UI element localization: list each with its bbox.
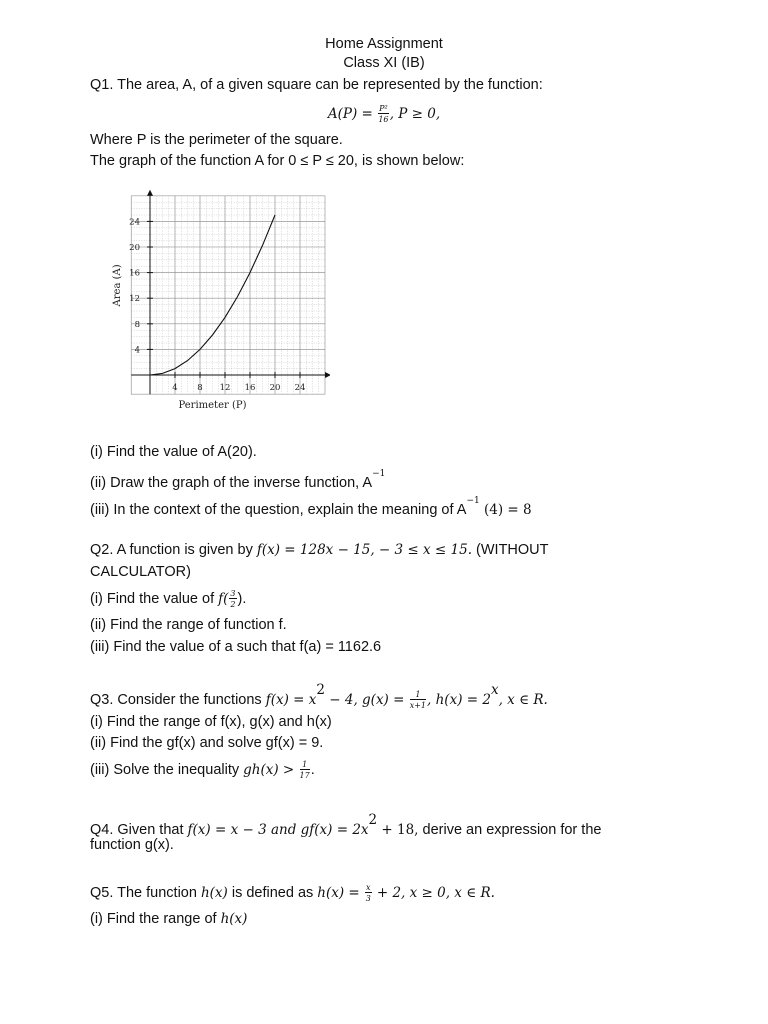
q5-h2: h(x) =	[317, 884, 365, 901]
q1-part-1: (i) Find the value of A(20).	[90, 444, 257, 460]
q2-part-1-post: ).	[237, 590, 247, 607]
x-axis-label: Perimeter (P)	[178, 400, 247, 411]
q3-part-3-num: 1	[300, 760, 310, 770]
q1-fraction	[378, 104, 389, 124]
x-tick-label: 20	[269, 383, 281, 393]
q1-where: Where P is the perimeter of the square.	[90, 132, 343, 148]
q5-h1: h(x)	[200, 884, 228, 901]
area-perimeter-graph	[95, 185, 330, 420]
q2-line-1-post: (WITHOUT	[472, 542, 549, 558]
q3-f-sup: 2	[316, 682, 325, 698]
q2-part-1-pre: (i) Find the value of	[90, 590, 219, 607]
q2-fraction	[229, 589, 236, 609]
q1-formula-rhs: , P ≥ 0,	[389, 105, 441, 122]
q5-mid: is defined as	[227, 884, 318, 901]
q4-line-1-pre: Q4. Given that	[90, 821, 188, 838]
q1-part-2	[90, 470, 385, 492]
q5-tail: + 2, x ≥ 0, x ∈ R.	[372, 884, 495, 901]
x-axis-arrow	[325, 372, 330, 378]
q1-part-3-text: (iii) In the context of the question, explain the meaning of A	[90, 501, 467, 518]
class-line: Class XI (IB)	[343, 55, 425, 71]
q4-line-2: function g(x).	[90, 837, 174, 853]
q1-frac-num: P²	[379, 104, 388, 113]
q3-h-sup: x	[490, 682, 499, 698]
q3-h-tail: , x ∈ R.	[498, 691, 548, 708]
q3-part-2: (ii) Find the gf(x) and solve gf(x) = 9.	[90, 735, 324, 751]
q2-frac-den: 2	[230, 600, 236, 609]
q3-f-tail: − 4, g(x) =	[324, 691, 409, 708]
x-tick-label: 24	[294, 383, 306, 393]
q1-part-3	[90, 497, 532, 519]
y-axis-arrow	[147, 190, 153, 196]
q1-part-3-sup: −1	[466, 496, 480, 506]
y-axis-label: Area (A)	[112, 264, 123, 307]
q5-frac-num: x	[366, 883, 371, 892]
q2-part-3: (iii) Find the value of a such that f(a) = 1162.6	[90, 639, 382, 655]
q3-part-1: (i) Find the range of f(x), g(x) and h(x)	[90, 714, 332, 730]
q3-part-3-fraction	[300, 760, 310, 780]
x-tick-label: 8	[197, 383, 203, 393]
q5-part-1-pre: (i) Find the range of	[90, 911, 221, 927]
assignment-title: Home Assignment	[325, 36, 443, 52]
q3-g-fraction	[410, 690, 426, 710]
q3-g-num: 1	[410, 690, 426, 700]
q3-part-3-post: .	[310, 761, 315, 778]
x-tick-label: 12	[219, 383, 231, 393]
y-tick-label: 20	[129, 243, 140, 253]
q5-part-1-math: h(x)	[220, 911, 248, 927]
q1-formula	[0, 104, 768, 124]
q5-line-pre: Q5. The function	[90, 884, 201, 901]
q5-fraction	[365, 883, 372, 903]
q4-line-1-math: f(x) = x − 3 and gf(x) = 2x	[187, 821, 369, 838]
q1-part-2-text: (ii) Draw the graph of the inverse function, A	[90, 474, 373, 491]
q2-part-2: (ii) Find the range of function f.	[90, 617, 287, 633]
q1-formula-lhs: A(P) =	[327, 105, 378, 122]
x-tick-label: 4	[172, 383, 178, 393]
q2-part-1	[90, 589, 246, 609]
q1-frac-den: 16	[378, 115, 389, 124]
q5-part-1	[90, 910, 247, 928]
q4-line-1-math2: + 18,	[377, 821, 419, 838]
q3-g-den: x+1	[409, 701, 427, 710]
q1-part-3-tail: (4) = 8	[479, 501, 532, 518]
q3-line-pre: Q3. Consider the functions	[90, 691, 266, 708]
q3-part-3-math: gh(x) >	[243, 761, 299, 778]
q3-part-3	[90, 760, 315, 780]
q2-part-1-f: f(	[218, 590, 229, 607]
q2-line-1	[90, 541, 549, 559]
q4-line-1-post: derive an expression for the	[418, 821, 602, 838]
q2-frac-num: 3	[230, 589, 236, 598]
y-tick-label: 24	[129, 217, 140, 228]
x-tick-label: 16	[244, 383, 256, 393]
q2-line-1-pre: Q2. A function is given by	[90, 542, 257, 558]
q3-part-3-den: 17	[299, 771, 310, 780]
q2-line-1-math: f(x) = 128x − 15, − 3 ≤ x ≤ 15.	[256, 542, 472, 558]
q2-line-2: CALCULATOR)	[90, 564, 191, 580]
plot-frame	[131, 196, 325, 394]
y-tick-label: 4	[134, 345, 140, 356]
q3-h-def: , h(x) = 2	[427, 691, 491, 708]
q1-graph-intro: The graph of the function A for 0 ≤ P ≤ 20, is shown below:	[90, 153, 465, 169]
y-tick-label: 12	[129, 294, 140, 305]
q1-intro: Q1. The area, A, of a given square can be represented by the function:	[90, 77, 543, 93]
q3-part-3-pre: (iii) Solve the inequality	[90, 761, 244, 778]
q3-f-def: f(x) = x	[265, 691, 317, 708]
q5-frac-den: 3	[365, 894, 371, 903]
y-tick-label: 16	[129, 268, 140, 279]
q3-line	[90, 682, 548, 710]
q1-part-2-sup: −1	[372, 469, 386, 479]
y-tick-label: 8	[134, 319, 140, 330]
q5-line	[90, 883, 495, 903]
q4-line-1-sup: 2	[368, 812, 378, 828]
